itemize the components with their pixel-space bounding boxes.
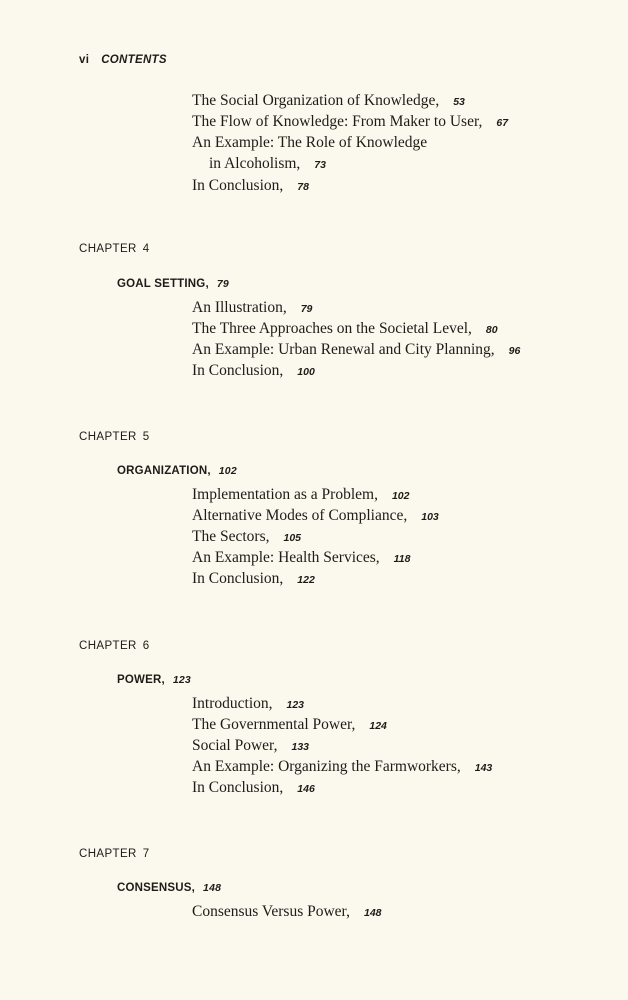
toc-entry bbox=[192, 549, 410, 568]
toc-entry-page: 102 bbox=[391, 490, 410, 502]
toc-entry-text: The Flow of Knowledge: From Maker to User, bbox=[192, 113, 483, 130]
toc-entry-text: In Conclusion, bbox=[192, 177, 284, 194]
toc-entry-text: Introduction, bbox=[192, 695, 273, 712]
toc-entry-text: An Illustration, bbox=[192, 299, 287, 316]
toc-entry-text: The Three Approaches on the Societal Level, bbox=[192, 320, 472, 337]
toc-entry-text: An Example: Urban Renewal and City Planning, bbox=[192, 341, 495, 358]
chapter-title-page: 102 bbox=[218, 465, 237, 477]
toc-entry-page: 123 bbox=[286, 699, 305, 711]
toc-entry-text: In Conclusion, bbox=[192, 570, 284, 587]
toc-entry-page: 118 bbox=[393, 553, 411, 565]
toc-entry-text: Implementation as a Problem, bbox=[192, 486, 378, 503]
toc-entry bbox=[192, 113, 508, 132]
toc-entry-page: 80 bbox=[485, 324, 498, 336]
toc-entry-text: Consensus Versus Power, bbox=[192, 903, 350, 920]
page-folio: vi bbox=[79, 54, 90, 66]
chapter-label bbox=[79, 243, 150, 255]
chapter-label bbox=[79, 640, 150, 652]
toc-entry bbox=[192, 320, 498, 339]
running-head bbox=[79, 54, 167, 66]
toc-entry-page: 122 bbox=[297, 574, 315, 586]
chapter-title-text: CONSENSUS, bbox=[117, 882, 196, 894]
chapter-word: CHAPTER bbox=[79, 848, 137, 860]
toc-entry bbox=[192, 695, 304, 714]
chapter-title bbox=[117, 674, 191, 686]
toc-entry-page: 148 bbox=[363, 907, 382, 919]
toc-entry bbox=[192, 903, 382, 922]
toc-entry bbox=[192, 507, 439, 526]
chapter-number: 6 bbox=[142, 640, 150, 652]
chapter-word: CHAPTER bbox=[79, 243, 137, 255]
toc-entry-page: 78 bbox=[297, 181, 309, 193]
toc-entry bbox=[192, 716, 387, 735]
toc-entry-page: 73 bbox=[314, 159, 326, 171]
chapter-title-text: GOAL SETTING, bbox=[117, 278, 209, 290]
toc-entry-page: 53 bbox=[453, 96, 465, 108]
chapter-title bbox=[117, 882, 221, 894]
toc-entry-text: An Example: Health Services, bbox=[192, 549, 380, 566]
toc-entry-page: 96 bbox=[508, 345, 521, 357]
toc-entry-page: 124 bbox=[369, 720, 387, 732]
chapter-word: CHAPTER bbox=[79, 431, 137, 443]
toc-entry-text: An Example: Organizing the Farmworkers, bbox=[192, 758, 461, 775]
toc-entry bbox=[192, 299, 312, 318]
toc-entry bbox=[192, 362, 315, 381]
toc-entry bbox=[192, 177, 309, 196]
chapter-title-text: POWER, bbox=[117, 674, 165, 686]
running-head-title: CONTENTS bbox=[101, 54, 167, 66]
toc-entry bbox=[192, 779, 315, 798]
toc-entry-text: In Conclusion, bbox=[192, 362, 284, 379]
toc-entry bbox=[192, 758, 492, 777]
chapter-title-page: 148 bbox=[203, 882, 222, 894]
toc-entry bbox=[192, 570, 315, 589]
toc-entry-page: 100 bbox=[297, 366, 315, 378]
toc-entry-text: In Conclusion, bbox=[192, 779, 284, 796]
toc-entry-text: The Governmental Power, bbox=[192, 716, 356, 733]
chapter-title bbox=[117, 278, 229, 290]
chapter-title-page: 123 bbox=[172, 674, 191, 686]
toc-entry-text: The Social Organization of Knowledge, bbox=[192, 92, 440, 109]
chapter-title-page: 79 bbox=[216, 278, 229, 290]
toc-entry-page: 105 bbox=[283, 532, 302, 544]
toc-entry-page: 133 bbox=[291, 741, 310, 753]
toc-entry-page: 67 bbox=[496, 117, 509, 129]
chapter-number: 7 bbox=[142, 848, 150, 860]
toc-entry bbox=[192, 737, 309, 756]
chapter-word: CHAPTER bbox=[79, 640, 137, 652]
toc-entry-text: in Alcoholism, bbox=[209, 155, 301, 172]
toc-entry bbox=[192, 341, 520, 360]
toc-entry-text: Alternative Modes of Compliance, bbox=[192, 507, 408, 524]
toc-entry-page: 143 bbox=[474, 762, 493, 774]
chapter-number: 5 bbox=[142, 431, 150, 443]
toc-entry bbox=[192, 92, 465, 111]
toc-entry bbox=[192, 134, 427, 152]
toc-entry-text: The Sectors, bbox=[192, 528, 270, 545]
toc-entry-page: 146 bbox=[297, 783, 315, 795]
chapter-label bbox=[79, 431, 150, 443]
chapter-label bbox=[79, 848, 150, 860]
toc-entry bbox=[192, 486, 410, 505]
toc-entry-text: An Example: The Role of Knowledge bbox=[192, 134, 428, 151]
chapter-number: 4 bbox=[142, 243, 150, 255]
toc-entry bbox=[192, 528, 301, 547]
toc-entry-continuation bbox=[209, 155, 326, 174]
chapter-title-text: ORGANIZATION, bbox=[117, 465, 211, 477]
toc-entry-text: Social Power, bbox=[192, 737, 278, 754]
toc-entry-page: 103 bbox=[421, 511, 439, 523]
toc-entry-page: 79 bbox=[300, 303, 313, 315]
chapter-title bbox=[117, 465, 237, 477]
